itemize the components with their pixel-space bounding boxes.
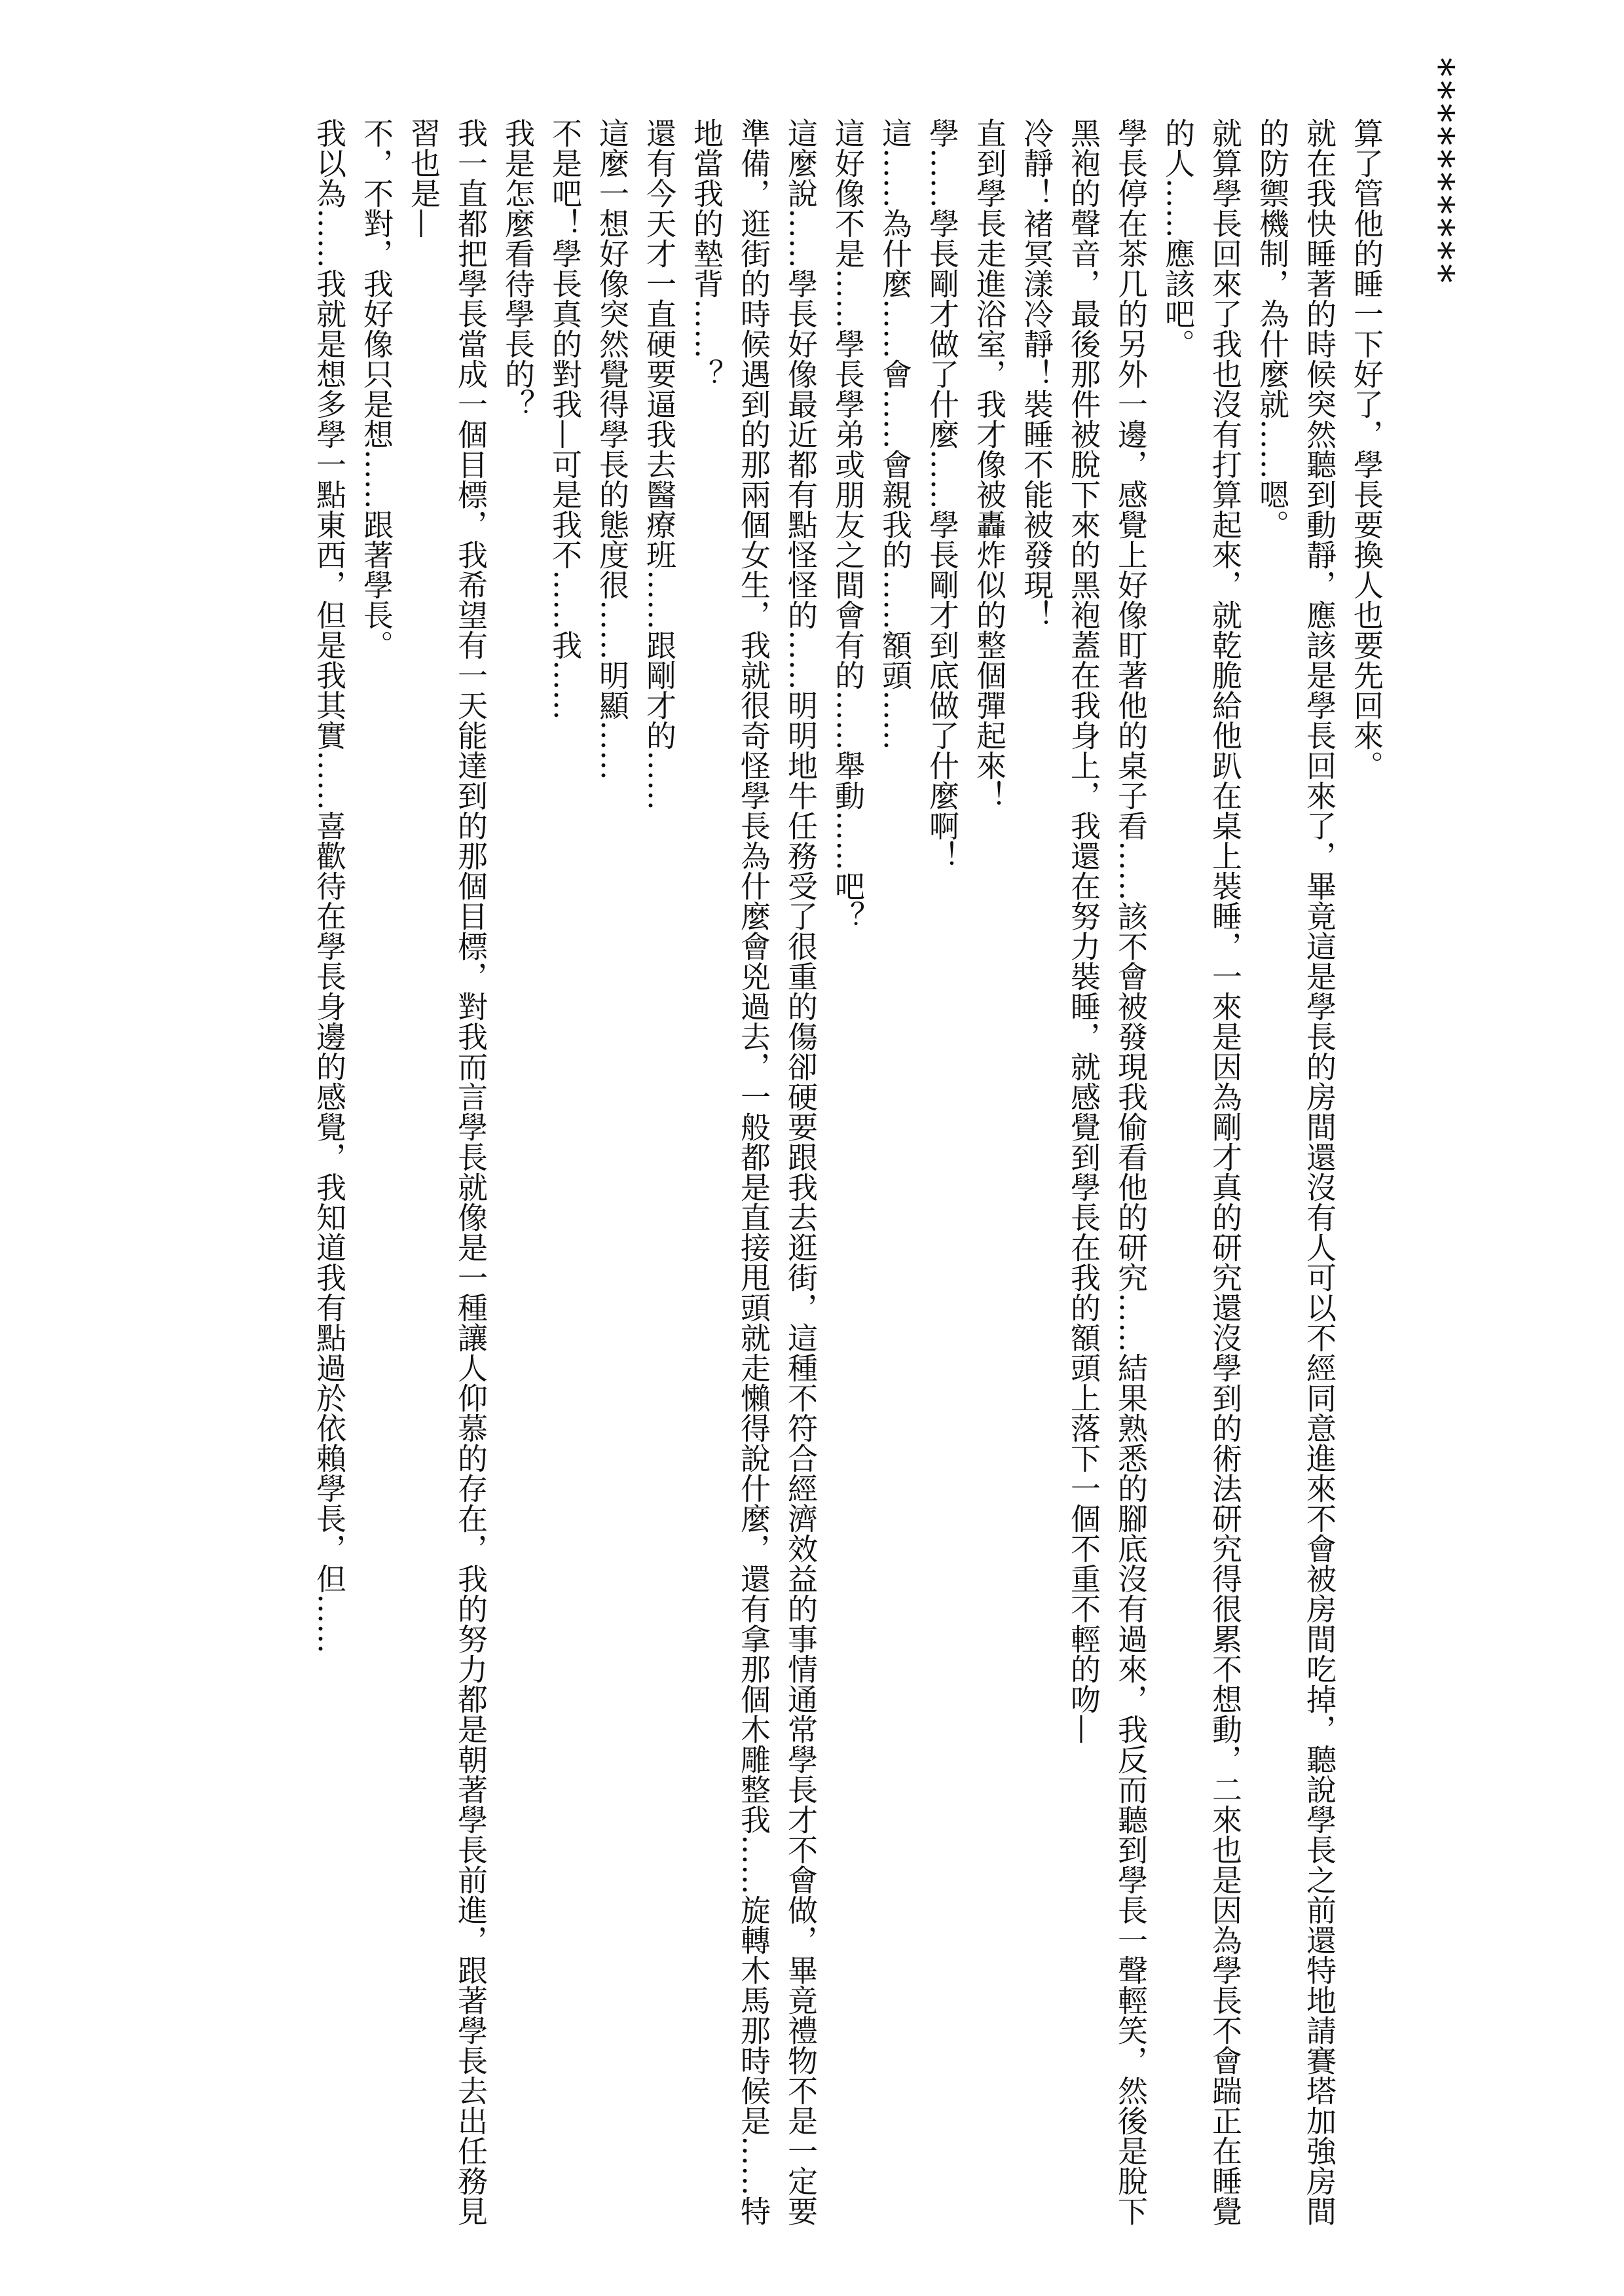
paragraph-1: 算了管他的睡一下好了，學長要換人也要先回來。 [1349, 118, 1384, 780]
section-separator: ********** [1418, 58, 1462, 287]
paragraph-11: 還有今天才一直硬要逼我去醫療班……跟剛才的…… [642, 118, 677, 811]
paragraph-10: 這麼說……學長好像最近都有點怪怪的……明明地牛任務受了很重的傷卻硬要跟我去逛街，這種不符合經濟效益的事情通常學長才不會做，畢竟禮物不是一定要準備，逛街的時候遇到的那兩個女生，我就很奇怪學長為什麼會兇過去，一般都是直接甩頭就走懶得說什麼，還有拿那個木雕整我……旋轉木馬那時候是……特地當我的墊背……？ [689, 118, 819, 2226]
paragraph-4: 學長停在茶几的另外一邊，感覺上好像盯著他的桌子看……該不會被發現我偷看他的研究……結果熟悉的腳底沒有過來，我反而聽到學長一聲輕笑，然後是脫下黑袍的聲音，最後那件被脫下來的黑袍蓋在我身上，我還在努力裝睡，就感覺到學長在我的額頭上落下一個不重不輕的吻— [1066, 118, 1149, 2226]
paragraph-7: 學……學長剛才做了什麼……學長剛才到底做了什麼啊！ [925, 118, 960, 871]
paragraph-17: 我以為……我就是想多學一點東西，但是我其實……喜歡待在學長身邊的感覺，我知道我有點過於依賴學長，但…… [312, 118, 347, 1654]
paragraph-2: 就在我快睡著的時候突然聽到動靜，應該是學長回來了，畢竟這是學長的房間還沒有人可以不經同意進來不會被房間吃掉，聽說學長之前還特地請賽塔加強房間的防禦機制，為什麼就……嗯。 [1255, 118, 1337, 2226]
paragraph-6: 直到學長走進浴室，我才像被轟炸似的整個彈起來！ [972, 118, 1007, 811]
paragraph-16: 不，不對，我好像只是想……跟著學長。 [359, 118, 394, 660]
paragraph-12: 這麼一想好像突然覺得學長的態度很……明顯…… [595, 118, 630, 780]
paragraph-14: 我是怎麼看待學長的？ [500, 118, 536, 419]
paragraph-3: 就算學長回來了我也沒有打算起來，就乾脆給他趴在桌上裝睡，一來是因為剛才真的研究還沒學到的術法研究得很累不想動，二來也是因為學長不會踹正在睡覺的人……應該吧。 [1160, 118, 1243, 2226]
paragraph-5: 冷靜！褚冥漾冷靜！裝睡不能被發現！ [1019, 118, 1054, 630]
paragraph-13: 不是吧！學長真的對我—可是我不……我…… [547, 118, 583, 720]
paragraph-15: 我一直都把學長當成一個目標，我希望有一天能達到的那個目標，對我而言學長就像是一種讓人仰慕的存在，我的努力都是朝著學長前進，跟著學長去出任務見習也是— [406, 118, 489, 2226]
paragraph-9: 這好像不是……學長學弟或朋友之間會有的……舉動……吧？ [830, 118, 866, 931]
vertical-text-block [306, 58, 1464, 2231]
paragraph-8: 這……為什麼……會……會親我的……額頭…… [877, 118, 913, 750]
